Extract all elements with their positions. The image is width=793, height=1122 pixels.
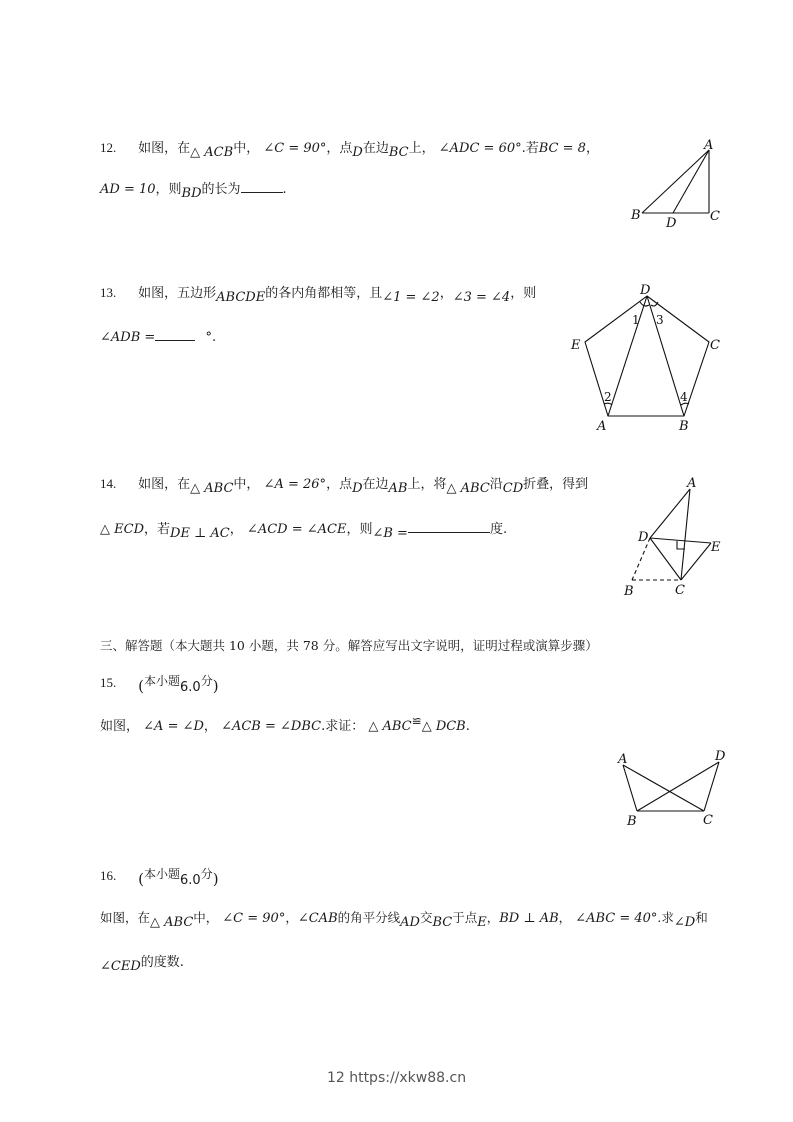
segment-ad — [650, 489, 690, 538]
math-triangle: △ ABC — [150, 915, 194, 930]
paren-open: ( — [138, 870, 144, 888]
text: 上， — [408, 141, 435, 156]
text: 和 — [695, 910, 708, 925]
segment-ac — [681, 489, 690, 580]
text: ，若 — [144, 522, 171, 537]
text: ，点 — [326, 477, 353, 492]
label-angle-2: 2 — [604, 390, 612, 404]
label-b: B — [631, 208, 641, 223]
q16-line-1 — [100, 908, 708, 929]
math-equation: BC = 8 — [538, 141, 586, 156]
answer-blank[interactable] — [155, 330, 195, 341]
math-angle: ∠C = 90° — [222, 911, 286, 926]
text: 交 — [419, 910, 433, 925]
text: ， — [203, 719, 217, 734]
label-a: A — [687, 476, 697, 491]
label-c: C — [710, 209, 720, 224]
text: 中， — [233, 141, 260, 156]
degree-unit: 度 — [489, 522, 503, 537]
text: .求 — [657, 910, 674, 925]
q16-header — [100, 865, 219, 887]
math-angle: ∠ADC = 60° — [438, 141, 522, 156]
label-angle-3: 3 — [656, 313, 664, 327]
segment-ec — [681, 543, 711, 580]
label-angle-1: 1 — [632, 313, 640, 327]
label-c: C — [710, 338, 720, 353]
math-triangle: △ ABC — [446, 481, 490, 496]
text: ， — [486, 910, 500, 925]
math-segment: BC — [388, 145, 409, 160]
text: ， — [558, 910, 572, 925]
label-d: D — [638, 530, 649, 545]
text: 于点 — [452, 910, 478, 925]
answer-blank[interactable] — [241, 180, 283, 193]
q14-figure-folded-triangle — [610, 470, 730, 600]
label-d: D — [715, 749, 726, 764]
label-c: C — [675, 583, 685, 598]
math-triangle: △ ECD — [100, 522, 144, 537]
text: 的度数. — [140, 955, 184, 970]
section-heading: 三、解答题（本大题共 10 小题，共 78 分。解答应写出文字说明，证明过程或演算步骤） — [100, 638, 598, 653]
angle-arc-3 — [651, 302, 658, 306]
math-perpendicular: DE ⊥ AC — [170, 526, 230, 541]
label-angle-4: 4 — [680, 390, 688, 404]
math-segment: BD — [181, 186, 202, 201]
label-a: A — [597, 419, 607, 434]
text: . — [211, 330, 217, 345]
label-b: B — [679, 419, 689, 434]
math-angle: ∠ABC = 40° — [575, 911, 658, 926]
math-equation: ∠3 = ∠4 — [452, 290, 511, 305]
label-d: D — [640, 283, 651, 298]
math-equation: ∠ACD = ∠ACE — [246, 522, 347, 537]
answer-blank[interactable] — [408, 520, 490, 533]
math-triangle: △ DCB — [421, 719, 466, 734]
q13-figure-pentagon — [560, 275, 740, 440]
label-a: A — [618, 752, 628, 767]
text: .求证： — [321, 719, 365, 734]
text: ，则 — [510, 286, 537, 301]
text: ，点 — [326, 141, 353, 156]
text: 中， — [193, 910, 219, 925]
math-perpendicular: BD ⊥ AB — [499, 911, 559, 926]
math-point: D — [352, 145, 363, 160]
text: . — [502, 522, 508, 537]
segment-da — [608, 296, 647, 416]
math-point: D — [352, 481, 363, 496]
math-angle: ∠CED — [100, 959, 141, 974]
question-number: 14. — [100, 476, 117, 491]
page-footer: 12 https://xkw88.cn — [326, 1070, 467, 1086]
question-number: 16. — [100, 868, 117, 883]
paren-open: ( — [138, 677, 144, 695]
paren-close: ) — [212, 677, 219, 695]
label-e: E — [711, 540, 721, 555]
score-suffix: 分 — [200, 674, 213, 688]
q12-figure-right-triangle — [620, 130, 730, 230]
score-value: 6.0 — [180, 680, 201, 695]
question-number: 15. — [100, 675, 117, 690]
math-segment: BC — [432, 915, 453, 930]
q12-line-2 — [100, 180, 287, 200]
text: 上，将 — [407, 477, 447, 492]
q13-line-1 — [100, 283, 536, 304]
text: 如图，在 — [138, 141, 191, 156]
q12-line-1 — [100, 138, 599, 159]
q15-header — [100, 672, 219, 694]
question-number: 13. — [100, 285, 117, 300]
text: 的角平分线 — [337, 910, 401, 925]
score-suffix: 分 — [200, 867, 213, 881]
q15-figure-crossed-triangles — [600, 740, 740, 830]
q14-line-2 — [100, 520, 507, 540]
math-angle: ∠D — [673, 915, 696, 930]
label-d: D — [666, 216, 677, 230]
math-angle: ∠A = 26° — [263, 477, 327, 492]
paren-close: ) — [212, 870, 219, 888]
math-point: E — [477, 915, 487, 930]
label-b: B — [624, 584, 634, 599]
score-value: 6.0 — [180, 873, 201, 888]
text: 折叠，得到 — [523, 477, 589, 492]
label-e: E — [571, 338, 581, 353]
text: ， — [585, 141, 599, 156]
math-angle: ∠ADB = — [100, 330, 156, 345]
label-c: C — [703, 813, 713, 828]
score-prefix: 本小题 — [144, 867, 181, 881]
text: ， — [229, 522, 243, 537]
text: 沿 — [489, 477, 503, 492]
text: ， — [285, 910, 298, 925]
text: . — [282, 182, 287, 197]
q14-line-1 — [100, 474, 588, 495]
text: .若 — [521, 141, 539, 156]
segment-de — [650, 538, 711, 543]
math-equation: AD = 10 — [100, 182, 156, 197]
text: ， — [439, 286, 453, 301]
segment-ad — [673, 150, 709, 213]
q15-line — [100, 716, 470, 737]
text: . — [465, 719, 470, 734]
math-segment: CD — [502, 481, 524, 496]
segment-dc — [650, 538, 681, 580]
label-a: A — [704, 138, 714, 153]
math-angle: ∠CAB — [297, 911, 338, 926]
text: 的各内角都相等，且 — [265, 286, 383, 301]
text: 的长为 — [201, 182, 241, 197]
math-angle: ∠B = — [372, 526, 408, 541]
math-polygon: ABCDE — [216, 290, 266, 305]
math-triangle: △ ABC — [368, 719, 412, 734]
math-segment: AB — [388, 481, 408, 496]
text: 在边 — [362, 477, 389, 492]
label-b: B — [627, 814, 637, 829]
text: 如图，在 — [138, 477, 191, 492]
congruent-symbol: ≌ — [411, 714, 422, 728]
math-angle: ∠C = 90° — [263, 141, 327, 156]
text: 如图， — [100, 719, 140, 734]
math-segment: AD — [400, 915, 420, 930]
degree-unit: ° — [205, 330, 212, 345]
math-triangle: △ ABC — [190, 481, 234, 496]
math-triangle: △ ACB — [190, 145, 234, 160]
text: 中， — [233, 477, 260, 492]
text: ，则 — [155, 182, 182, 197]
math-equation: ∠ACB = ∠DBC — [221, 719, 322, 734]
text: 如图，五边形 — [138, 286, 217, 301]
math-equation: ∠1 = ∠2 — [382, 290, 440, 305]
text: 如图，在 — [100, 910, 151, 925]
text: 在边 — [362, 141, 389, 156]
segment-db — [647, 296, 684, 416]
score-prefix: 本小题 — [144, 674, 181, 688]
question-number: 12. — [100, 140, 117, 155]
q13-line-2 — [100, 328, 216, 348]
q16-line-2 — [100, 953, 184, 973]
math-equation: ∠A = ∠D — [143, 719, 204, 734]
text: ，则 — [346, 522, 373, 537]
segment-ab — [642, 150, 709, 213]
